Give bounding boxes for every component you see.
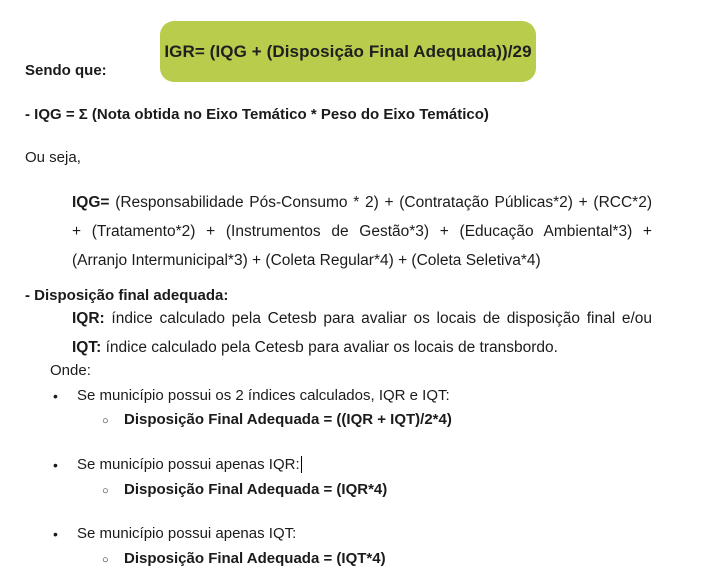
bullet-condition-wrap xyxy=(77,455,302,475)
disposicao-heading-text: - Disposição final adequada xyxy=(25,287,224,304)
sendo-que-label: Sendo que: xyxy=(25,62,107,79)
ou-seja-label: Ou seja, xyxy=(25,149,81,166)
sub-bullet-formula-text: Disposição Final Adequada = (IQT*4) xyxy=(124,550,386,567)
disposicao-heading-colon: : xyxy=(223,287,229,304)
igr-formula-text: IGR= (IQG + (Disposição Final Adequada))/29 xyxy=(164,41,532,61)
iqr-definition-text: índice calculado pela Cetesb para avaliar os locais de disposição final e/ou xyxy=(104,310,652,327)
iqg-definition-text: (Responsabilidade Pós-Consumo * 2) + (Contratação Públicas*2) + (RCC*2) + (Tratamento*2) + (Instrumentos de Gestão*3) + (Educação Ambiental*3) + (Arranjo Intermunicipal*3) + (Coleta Regular*4) + (Coleta Seletiva*4) xyxy=(72,194,652,269)
sub-bullet-formula-text: Disposição Final Adequada = ((IQR + IQT)/2*4) xyxy=(124,411,452,428)
bullet-icon: • xyxy=(53,457,58,473)
disposicao-heading xyxy=(25,287,228,304)
bullet-condition-text: Se município possui apenas IQT: xyxy=(77,525,297,542)
bullet-condition-text: Se município possui apenas IQR: xyxy=(77,456,300,473)
sub-bullet-icon: ○ xyxy=(102,554,109,566)
sub-bullet-formula-text: Disposição Final Adequada = (IQR*4) xyxy=(124,481,388,498)
bullet-icon: • xyxy=(53,388,58,404)
iqr-label: IQR: xyxy=(72,310,105,327)
text-cursor xyxy=(301,456,302,473)
iqr-iqt-definition-paragraph xyxy=(72,304,652,362)
iqg-label: IQG= xyxy=(72,194,110,211)
iqg-sum-line: - IQG = Σ (Nota obtida no Eixo Temático * Peso do Eixo Temático) xyxy=(25,106,489,123)
bullet-icon: • xyxy=(53,526,58,542)
sub-bullet-icon: ○ xyxy=(102,415,109,427)
iqg-definition-paragraph xyxy=(72,188,652,275)
iqt-label: IQT: xyxy=(72,339,102,356)
bullet-item-both-indices xyxy=(0,386,722,408)
igr-formula-box xyxy=(160,21,536,82)
iqt-definition-text: índice calculado pela Cetesb para avaliar os locais de transbordo. xyxy=(101,339,558,356)
sub-bullet-item-only-iqt xyxy=(0,549,722,571)
sub-bullet-item-both-indices xyxy=(0,410,722,432)
onde-label: Onde: xyxy=(50,362,91,379)
sub-bullet-icon: ○ xyxy=(102,485,109,497)
bullet-condition-text: Se município possui os 2 índices calculados, IQR e IQT: xyxy=(77,387,450,404)
bullet-item-only-iqr xyxy=(0,455,722,477)
sub-bullet-item-only-iqr xyxy=(0,480,722,502)
bullet-item-only-iqt xyxy=(0,524,722,546)
